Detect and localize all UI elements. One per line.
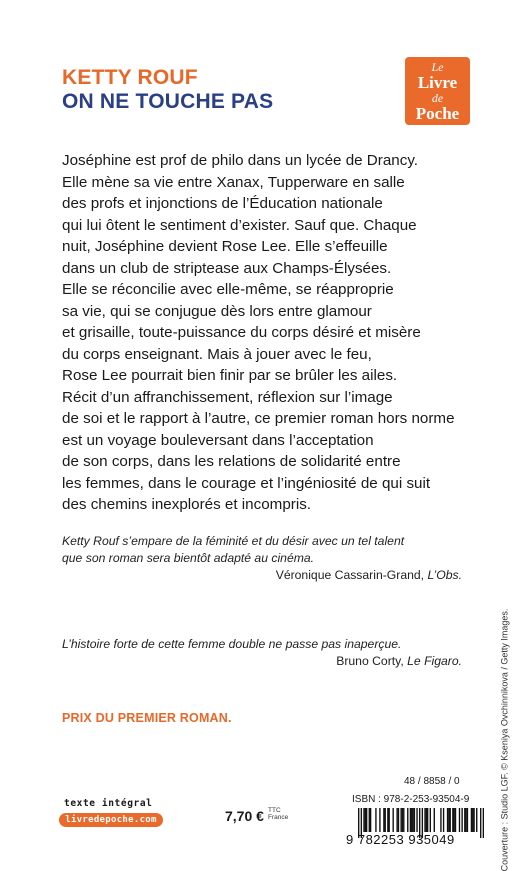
barcode-bar bbox=[450, 808, 451, 832]
barcode-bar bbox=[424, 808, 425, 832]
blurb-line: Rose Lee pourrait bien finir par se brûler les ailes. bbox=[62, 367, 398, 384]
cover-credits-text: Couverture : Studio LGF. © Kseniya Ovchinnikova / Getty Images. bbox=[499, 608, 510, 871]
book-title: ON NE TOUCHE PAS bbox=[62, 90, 274, 113]
barcode-bar bbox=[464, 808, 465, 832]
barcode-bar bbox=[369, 808, 370, 832]
blurb-line: Elle mène sa vie entre Xanax, Tupperware en salle bbox=[62, 173, 405, 191]
barcode-bar bbox=[465, 808, 466, 832]
blurb-line: de son corps, dans les relations de solidarité entre bbox=[62, 453, 401, 470]
barcode-bar bbox=[473, 808, 474, 832]
barcode-bar bbox=[383, 808, 384, 832]
barcode-bar bbox=[459, 808, 460, 832]
quote-author: Bruno Corty, bbox=[336, 654, 408, 668]
barcode-bar bbox=[472, 808, 473, 832]
prize-label: PRIX DU PREMIER ROMAN. bbox=[62, 711, 232, 725]
blurb-line: dans un club de striptease aux Champs-Élysées. bbox=[62, 259, 392, 277]
barcode-bar bbox=[392, 808, 393, 832]
barcode-bar bbox=[407, 808, 408, 832]
barcode-bar bbox=[467, 808, 468, 832]
barcode-bar bbox=[375, 808, 376, 832]
barcode-digits: 9 782253 935049 bbox=[346, 832, 455, 847]
texte-integral-label: texte intégral bbox=[64, 798, 153, 809]
quote-author: Véronique Cassarin-Grand, bbox=[275, 568, 428, 582]
price-note-ttc: TTC bbox=[268, 807, 281, 814]
quote-source bbox=[62, 653, 462, 670]
barcode-bar bbox=[411, 808, 412, 832]
quote-source bbox=[62, 567, 462, 584]
blurb-line: des profs et injonctions de l’Éducation nationale bbox=[62, 195, 383, 212]
blurb bbox=[62, 150, 482, 516]
press-quote-figaro bbox=[62, 636, 462, 670]
blurb-line: Elle se réconcilie avec elle-même, se réapproprie bbox=[62, 281, 394, 298]
barcode-bar bbox=[385, 808, 386, 832]
barcode-bar bbox=[403, 808, 404, 832]
blurb-line: Récit d’un affranchissement, réflexion sur l’image bbox=[62, 388, 393, 406]
barcode-bar bbox=[427, 808, 428, 832]
barcode-bar bbox=[396, 808, 397, 832]
barcode-bar bbox=[416, 808, 417, 832]
blurb-line: du corps enseignant. Mais à jouer avec le feu, bbox=[62, 345, 372, 363]
barcode-bar bbox=[410, 808, 411, 832]
barcode-bar bbox=[400, 808, 401, 832]
blurb-line: qui lui ôtent le sentiment d’exister. Sauf que. Chaque bbox=[62, 216, 417, 234]
blurb-line: sa vie, qui se conjugue dès lors entre glamour bbox=[62, 302, 372, 320]
barcode-bar bbox=[430, 808, 431, 832]
barcode-bar bbox=[398, 808, 399, 832]
blurb-line: de soi et le rapport à l’autre, ce premier roman hors norme bbox=[62, 410, 455, 427]
quote-line: que son roman sera bientôt adapté au cinéma. bbox=[62, 551, 315, 565]
quote-line: L’histoire forte de cette femme double ne passe pas inaperçue. bbox=[62, 637, 402, 651]
author-name: KETTY ROUF bbox=[62, 66, 198, 89]
logo-line-4: Poche bbox=[415, 103, 460, 123]
price-note bbox=[268, 807, 288, 821]
blurb-line: des chemins inexplorés et incompris. bbox=[62, 496, 312, 513]
barcode-bar bbox=[471, 808, 472, 832]
barcode-bar bbox=[370, 808, 371, 832]
blurb-line: est un voyage bouleversant dans l’acceptation bbox=[62, 431, 374, 449]
barcode-bar bbox=[453, 808, 454, 832]
barcode-bar bbox=[434, 808, 435, 832]
logo-line-3: de bbox=[431, 90, 444, 105]
barcode-bar bbox=[455, 808, 456, 832]
barcode-bar bbox=[379, 808, 380, 832]
barcode-bar bbox=[365, 808, 366, 832]
barcode-bar bbox=[443, 808, 444, 832]
blurb-line: Joséphine est prof de philo dans un lycée de Drancy. bbox=[62, 152, 419, 169]
barcode-bar bbox=[447, 808, 448, 832]
cover-credits bbox=[497, 608, 512, 871]
livre-de-poche-logo bbox=[405, 57, 470, 125]
blurb-line: les femmes, dans le courage et l’ingéniosité de qui suit bbox=[62, 474, 431, 492]
barcode-bar bbox=[476, 808, 477, 832]
barcode-bar bbox=[440, 808, 441, 832]
barcode-bar bbox=[366, 808, 367, 832]
barcode-bar bbox=[412, 808, 413, 832]
press-quote-obs bbox=[62, 533, 462, 584]
barcode-bar bbox=[452, 808, 453, 832]
catalog-code: 48 / 8858 / 0 bbox=[404, 776, 460, 787]
blurb-line: et grisaille, toute-puissance du corps désiré et misère bbox=[62, 324, 421, 341]
barcode-bar bbox=[461, 808, 462, 832]
barcode-bar bbox=[402, 808, 403, 832]
quote-outlet: Le Figaro. bbox=[407, 654, 462, 668]
logo-line-2: Livre bbox=[417, 72, 458, 92]
barcode-bar bbox=[387, 808, 388, 832]
quote-line: Ketty Rouf s’empare de la féminité et du désir avec un tel talent bbox=[62, 534, 405, 548]
blurb-line: nuit, Joséphine devient Rose Lee. Elle s’effeuille bbox=[62, 238, 388, 255]
barcode-bar bbox=[448, 808, 449, 832]
price-note-france: France bbox=[268, 814, 289, 821]
logo-line-1: Le bbox=[431, 59, 444, 74]
barcode-bar bbox=[363, 808, 364, 832]
barcode-bar bbox=[426, 808, 427, 832]
price: 7,70 € bbox=[225, 808, 264, 824]
quote-outlet: L’Obs. bbox=[427, 568, 462, 582]
barcode-bar bbox=[389, 808, 390, 832]
barcode-bar bbox=[414, 808, 415, 832]
isbn: ISBN : 978-2-253-93504-9 bbox=[352, 794, 470, 805]
website-link[interactable]: livredepoche.com bbox=[59, 813, 163, 827]
